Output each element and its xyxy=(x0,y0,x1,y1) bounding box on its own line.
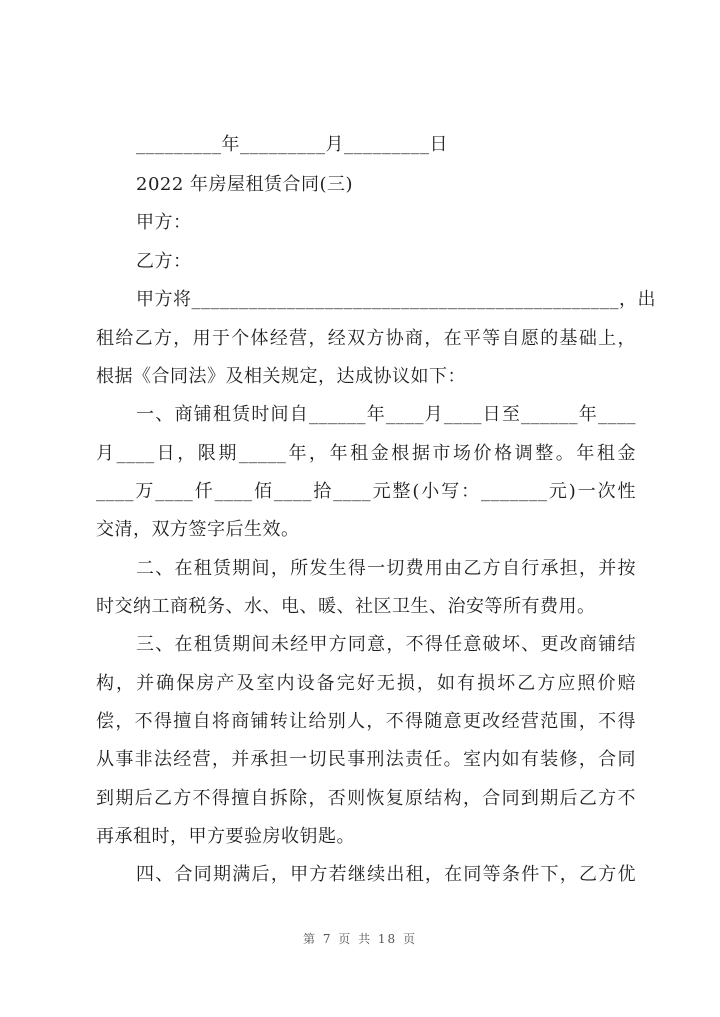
paragraph-line: 时交纳工商税务、水、电、暖、社区卫生、治安等所有费用。 xyxy=(96,596,596,617)
paragraph-line: 二、在租赁期间，所发生得一切费用由乙方自行承担，并按 xyxy=(136,558,636,579)
paragraph-line: 根据《合同法》及相关规定，达成协议如下： xyxy=(96,366,466,387)
page-number: 第 7 页 共 18 页 xyxy=(303,932,417,946)
paragraph-line: 构，并确保房产及室内设备完好无损，如有损坏乙方应照价赔 xyxy=(96,673,636,694)
paragraph-line: 甲方将_____________________________________________，出 xyxy=(136,289,656,310)
paragraph-line: 从事非法经营，并承担一切民事刑法责任。室内如有装修，合同 xyxy=(96,749,636,770)
paragraph-line: 再承租时，甲方要验房收钥匙。 xyxy=(96,826,355,847)
paragraph-line: 偿，不得擅自将商铺转让给别人，不得随意更改经营范围，不得 xyxy=(96,711,636,732)
party-b-label: 乙方： xyxy=(136,251,192,272)
paragraph-line: 一、商铺租赁时间自______年____月____日至______年____ xyxy=(136,404,636,425)
paragraph-line: 租给乙方，用于个体经营，经双方协商，在平等自愿的基础上， xyxy=(96,328,636,349)
paragraph-line: 交清，双方签字后生效。 xyxy=(96,519,300,540)
party-a-label: 甲方： xyxy=(136,212,192,233)
paragraph-line: 三、在租赁期间未经甲方同意，不得任意破坏、更改商铺结 xyxy=(136,634,636,655)
paragraph-line: 月____日，限期_____年，年租金根据市场价格调整。年租金 xyxy=(96,443,636,464)
paragraph-line: ____万____仟____佰____拾____元整(小写：_______元)一次性 xyxy=(96,481,636,502)
date-line: _________年_________月_________日 xyxy=(136,134,448,155)
document-title: 2022 年房屋租赁合同(三) xyxy=(136,174,354,195)
paragraph-line: 四、合同期满后，甲方若继续出租，在同等条件下，乙方优 xyxy=(136,864,636,885)
paragraph-line: 到期后乙方不得擅自拆除，否则恢复原结构，合同到期后乙方不 xyxy=(96,788,636,809)
